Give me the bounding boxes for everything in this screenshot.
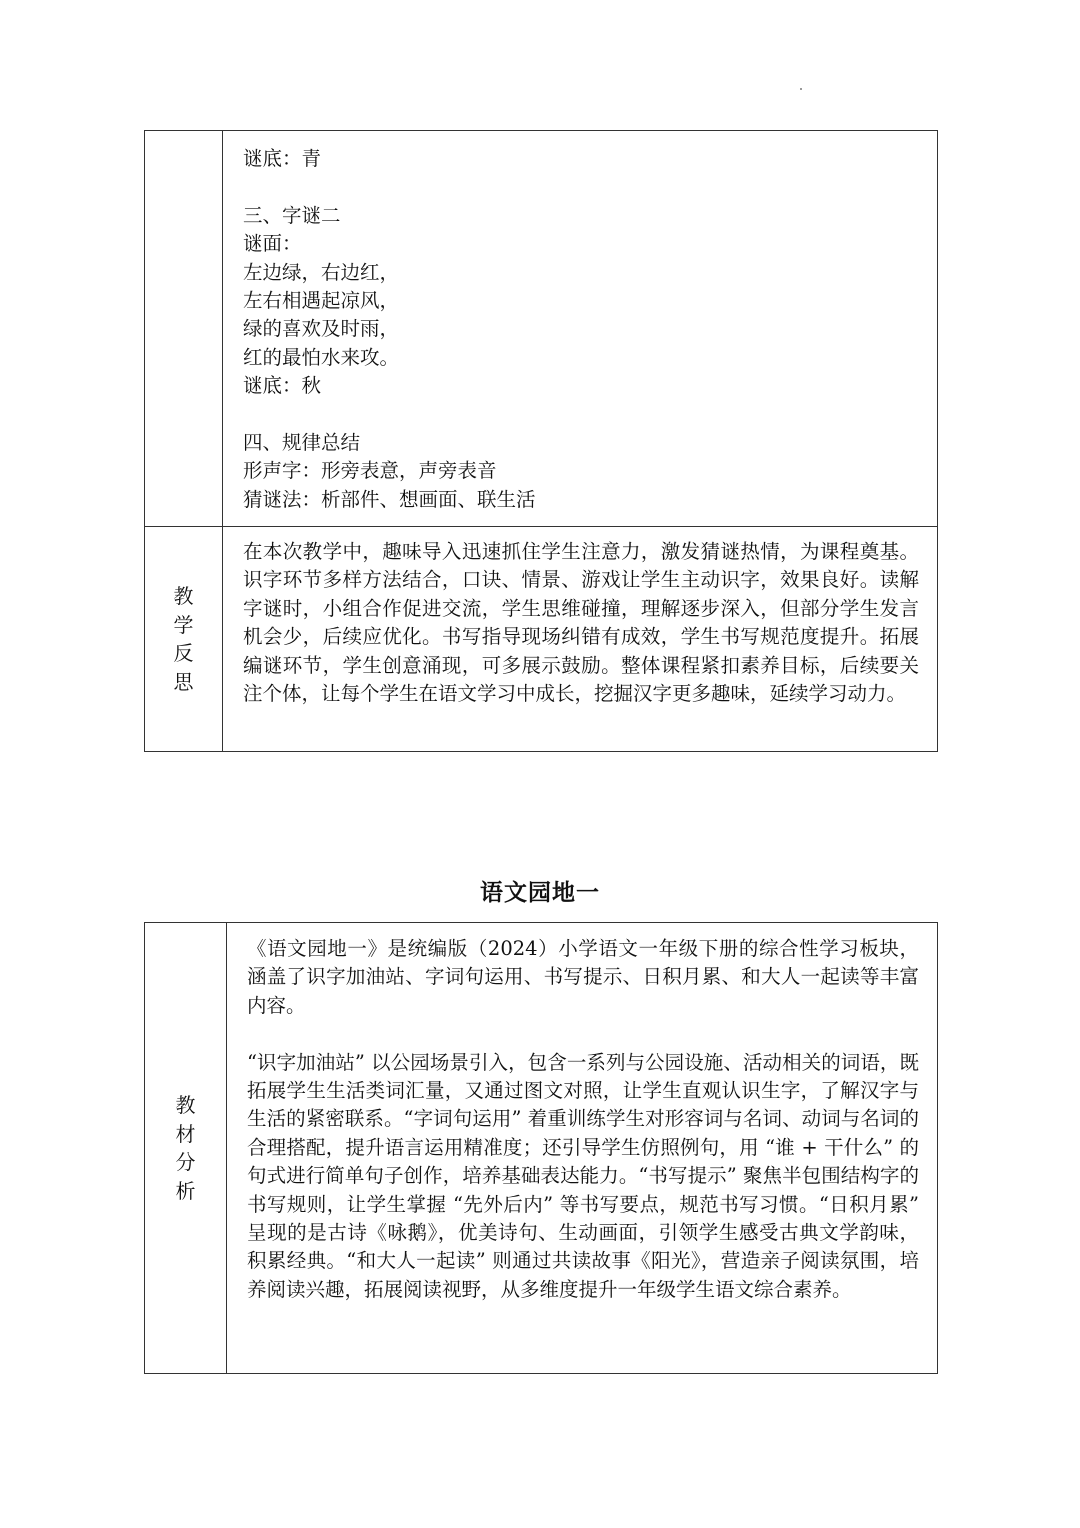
analysis-label: [145, 1091, 226, 1205]
label-char: 反: [173, 641, 194, 665]
blank-line: [247, 1020, 919, 1048]
riddle-answer-2: 谜底：秋: [243, 374, 322, 398]
reflection-label-cell: [145, 527, 223, 752]
blank-line: [243, 401, 919, 429]
riddle-content-cell: [223, 131, 938, 527]
table-row: [145, 527, 938, 752]
analysis-content-cell: [227, 923, 938, 1374]
summary-line-2: 猜谜法：析部件、想画面、联生活: [243, 487, 536, 511]
empty-label-cell: [145, 131, 223, 527]
summary-line-1: 形声字：形旁表意，声旁表音: [243, 459, 497, 483]
riddle-answer-1: 谜底：青: [243, 147, 322, 170]
page-mark: [800, 88, 802, 90]
label-char: 教: [173, 584, 194, 608]
label-char: 学: [173, 612, 194, 637]
summary-heading: 四、规律总结: [243, 431, 361, 455]
reflection-content-cell: [223, 527, 938, 752]
material-analysis-table: [144, 922, 938, 1374]
label-char: 分: [175, 1150, 196, 1174]
reflection-label: [145, 582, 222, 696]
analysis-label-cell: [145, 923, 227, 1374]
section-title: 语文园地一: [480, 879, 600, 906]
table-row: [145, 923, 938, 1374]
label-char: 思: [173, 669, 194, 694]
blank-line: [243, 173, 919, 201]
label-char: 析: [175, 1178, 196, 1203]
riddle-line-4: 红的最怕水来攻。: [243, 345, 400, 369]
analysis-paragraph-1: 《语文园地一》是统编版（2024）小学语文一年级下册的综合性学习板块，涵盖了识字加油站、字词句运用、书写提示、日积月累、和大人一起读等丰富内容。: [247, 937, 919, 1017]
riddle-2-heading: 三、字谜二: [243, 203, 341, 227]
reflection-text: 在本次教学中，趣味导入迅速抓住学生注意力，激发猜谜热情，为课程奠基。识字环节多样方法结合，口诀、情景、游戏让学生主动识字，效果良好。读解字谜时，小组合作促进交流，学生思维碰撞，理解逐步深入，但部分学生发言机会少，后续应优化。书写指导现场纠错有成效，学生书写规范度提升。拓展编谜环节，学生创意涌现，可多展示鼓励。整体课程紧扣素养目标，后续要关注个体，让每个学生在语文学习中成长，挖掘汉字更多趣味，延续学习动力。: [243, 540, 919, 706]
label-char: 材: [175, 1121, 196, 1146]
riddle-face-label: 谜面：: [243, 232, 302, 256]
lesson-table: [144, 130, 938, 752]
table-row: [145, 131, 938, 527]
label-char: 教: [175, 1093, 196, 1117]
analysis-paragraph-2: “识字加油站” 以公园场景引入，包含一系列与公园设施、活动相关的词语，既拓展学生生活类词汇量，又通过图文对照，让学生直观认识生字，了解汉字与生活的紧密联系。“字词句运用” 着重训练学生对形容词与名词、动词与名词的合理搭配，提升语言运用精准度；还引导学生仿照例句，用 “谁 + 干什么” 的句式进行简单句子创作，培养基础表达能力。“书写提示” 聚焦半包围结构字的书写规则，让学生掌握 “先外后内” 等书写要点，规范书写习惯。“日积月累” 呈现的是古诗《咏鹅》，优美诗句、生动画面，引领学生感受古典文学韵味，积累经典。“和大人一起读” 则通过共读故事《阳光》，营造亲子阅读氛围，培养阅读兴趣，拓展阅读视野，从多维度提升一年级学生语文综合素养。: [247, 1050, 919, 1301]
riddle-line-1: 左边绿，右边红，: [243, 260, 400, 284]
riddle-line-2: 左右相遇起凉风，: [243, 289, 400, 313]
riddle-line-3: 绿的喜欢及时雨，: [243, 317, 400, 341]
